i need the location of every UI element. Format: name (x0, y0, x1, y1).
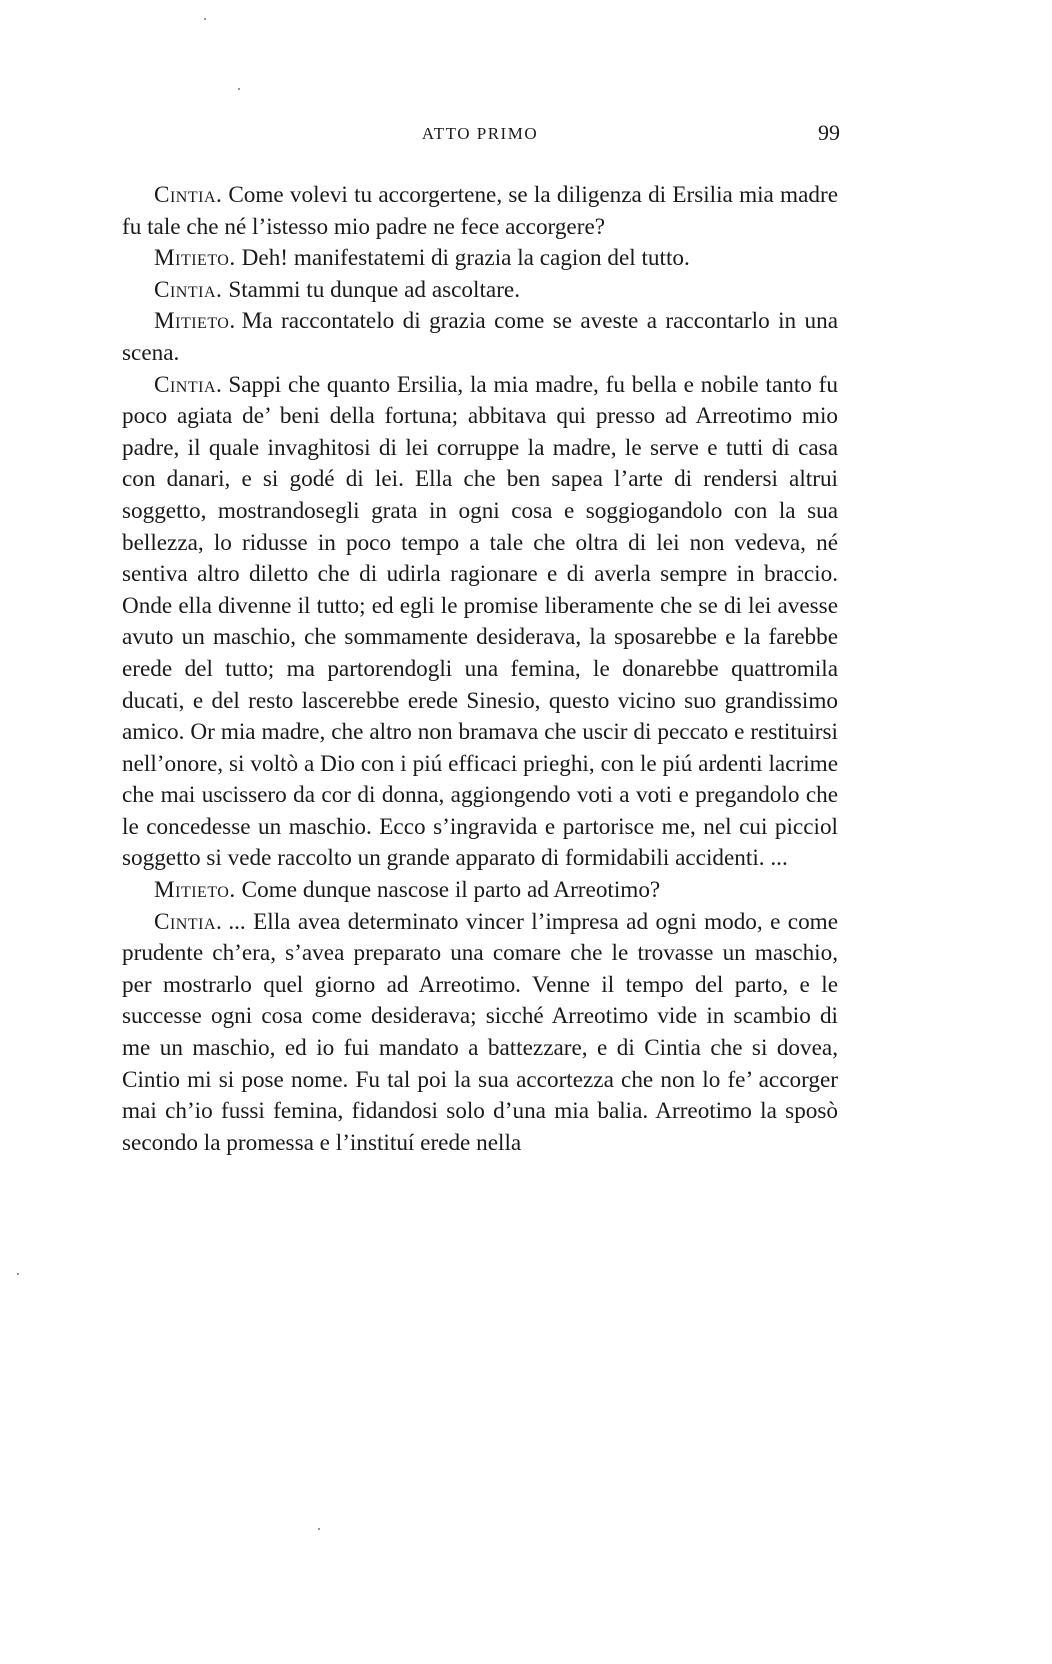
dialogue-paragraph (122, 275, 838, 307)
page-number: 99 (818, 120, 840, 145)
speech-text: Come volevi tu accorgertene, se la diligenza di Ersilia mia madre fu tale che né l’istesso mio padre ne fece accorgere? (122, 182, 838, 240)
speck-bottom (318, 1528, 320, 1530)
speck-upper (238, 88, 240, 90)
speech-text: Come dunque nascose il parto ad Arreotimo? (241, 877, 661, 904)
dialogue-paragraph (122, 243, 838, 275)
speaker-name: Mitieto. (154, 877, 236, 904)
speaker-name: Cintia. (154, 908, 223, 935)
speaker-name: Cintia. (154, 182, 223, 208)
speech-text: Sappi che quanto Ersilia, la mia madre, fu bella e nobile tanto fu poco agiata de’ beni della fortuna; abbitava qui presso ad Arreotimo mio padre, il quale invaghitosi di lei corruppe la madre, le serve e tutti di casa con danari, e si godé di lei. Ella che ben sapea l’arte di rendersi altrui soggetto, mostrandosegli grata in ogni cosa e soggiogandolo con la sua bellezza, lo ridusse in poco tempo a tale che oltra di lei non vedeva, né sentiva altro diletto che di udirla ragionare e di averla sempre in braccio. Onde ella divenne il tutto; ed egli le promise liberamente che se di lei avesse avuto un maschio, che sommamente desiderava, la sposarebbe e la farebbe erede del tutto; ma partorendogli una femina, le donarebbe quattromila ducati, e del resto lascerebbe erede Sinesio, questo vicino suo grandissimo amico. Or mia madre, che altro non bramava che uscir di peccato e restituirsi nell’onore, si voltò a Dio con i piú efficaci prieghi, con le piú ardenti lacrime che mai uscissero da cor di donna, aggiongendo voti a voti e pregandolo che le concedesse un maschio. Ecco s’ingravida e partorisce me, nel cui picciol soggetto si vede raccolto un grande apparato di formidabili accidenti. ... (122, 371, 838, 872)
speech-text: Ma raccontatelo di grazia come se aveste a raccontarlo in una scena. (122, 308, 838, 366)
dialogue-paragraph (122, 306, 838, 369)
dialogue-paragraph (122, 875, 838, 907)
speech-text: Stammi tu dunque ad ascoltare. (228, 276, 521, 303)
speaker-name: Cintia. (154, 276, 223, 303)
speaker-name: Mitieto. (154, 308, 236, 335)
running-title: ATTO PRIMO (421, 124, 539, 143)
body-text (122, 180, 838, 1159)
speck-top (204, 18, 206, 20)
dialogue-paragraph (122, 907, 838, 1160)
dialogue-paragraph (122, 370, 838, 876)
speech-text: ... Ella avea determinato vincer l’impresa ad ogni modo, e come prudente ch’era, s’avea preparato una comare che le trovasse un maschio, per mostrarlo quel giorno ad Arreotimo. Venne il tempo del parto, e le successe ogni cosa come desiderava; sicché Arreotimo vide in scambio di me un maschio, ed io fui mandato a battezzare, e di Cintia che si dovea, Cintio mi si pose nome. Fu tal poi la sua accortezza che non lo fe’ accorger mai ch’io fussi femina, fidandosi solo d’una mia balia. Arreotimo la sposò secondo la promessa e l’instituí erede nella (122, 908, 838, 1156)
speaker-name: Cintia. (154, 371, 223, 398)
speaker-name: Mitieto. (154, 245, 236, 272)
dialogue-paragraph (122, 180, 838, 243)
page-header (120, 122, 840, 152)
speech-text: Deh! manifestatemi di grazia la cagion del tutto. (241, 245, 690, 272)
speck-left (17, 1273, 19, 1275)
